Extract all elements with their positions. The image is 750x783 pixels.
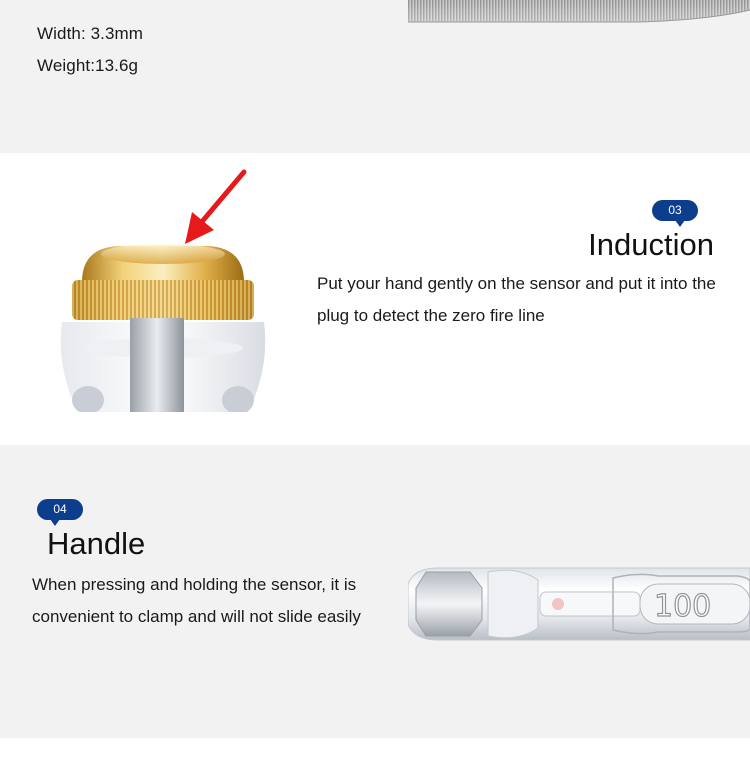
induction-description: Put your hand gently on the sensor and put it into the plug to detect the zero fire line	[317, 274, 716, 325]
spec-width: Width: 3.3mm	[37, 24, 144, 43]
step-badge-03: 03	[652, 200, 698, 221]
sensor-cap-image	[48, 168, 278, 412]
screwdriver-handle-image	[408, 562, 750, 646]
handle-marking-text: 100	[654, 589, 712, 624]
footer-strip	[0, 738, 750, 783]
handle-title: Handle	[47, 526, 146, 561]
step-badge-04: 04	[37, 499, 83, 520]
induction-title: Induction	[588, 227, 714, 262]
screwdriver-blade-image	[408, 0, 750, 24]
specs-section	[0, 0, 750, 153]
spec-weight: Weight:13.6g	[37, 56, 139, 75]
handle-description: When pressing and holding the sensor, it is convenient to clamp and will not slide easily	[32, 575, 361, 626]
